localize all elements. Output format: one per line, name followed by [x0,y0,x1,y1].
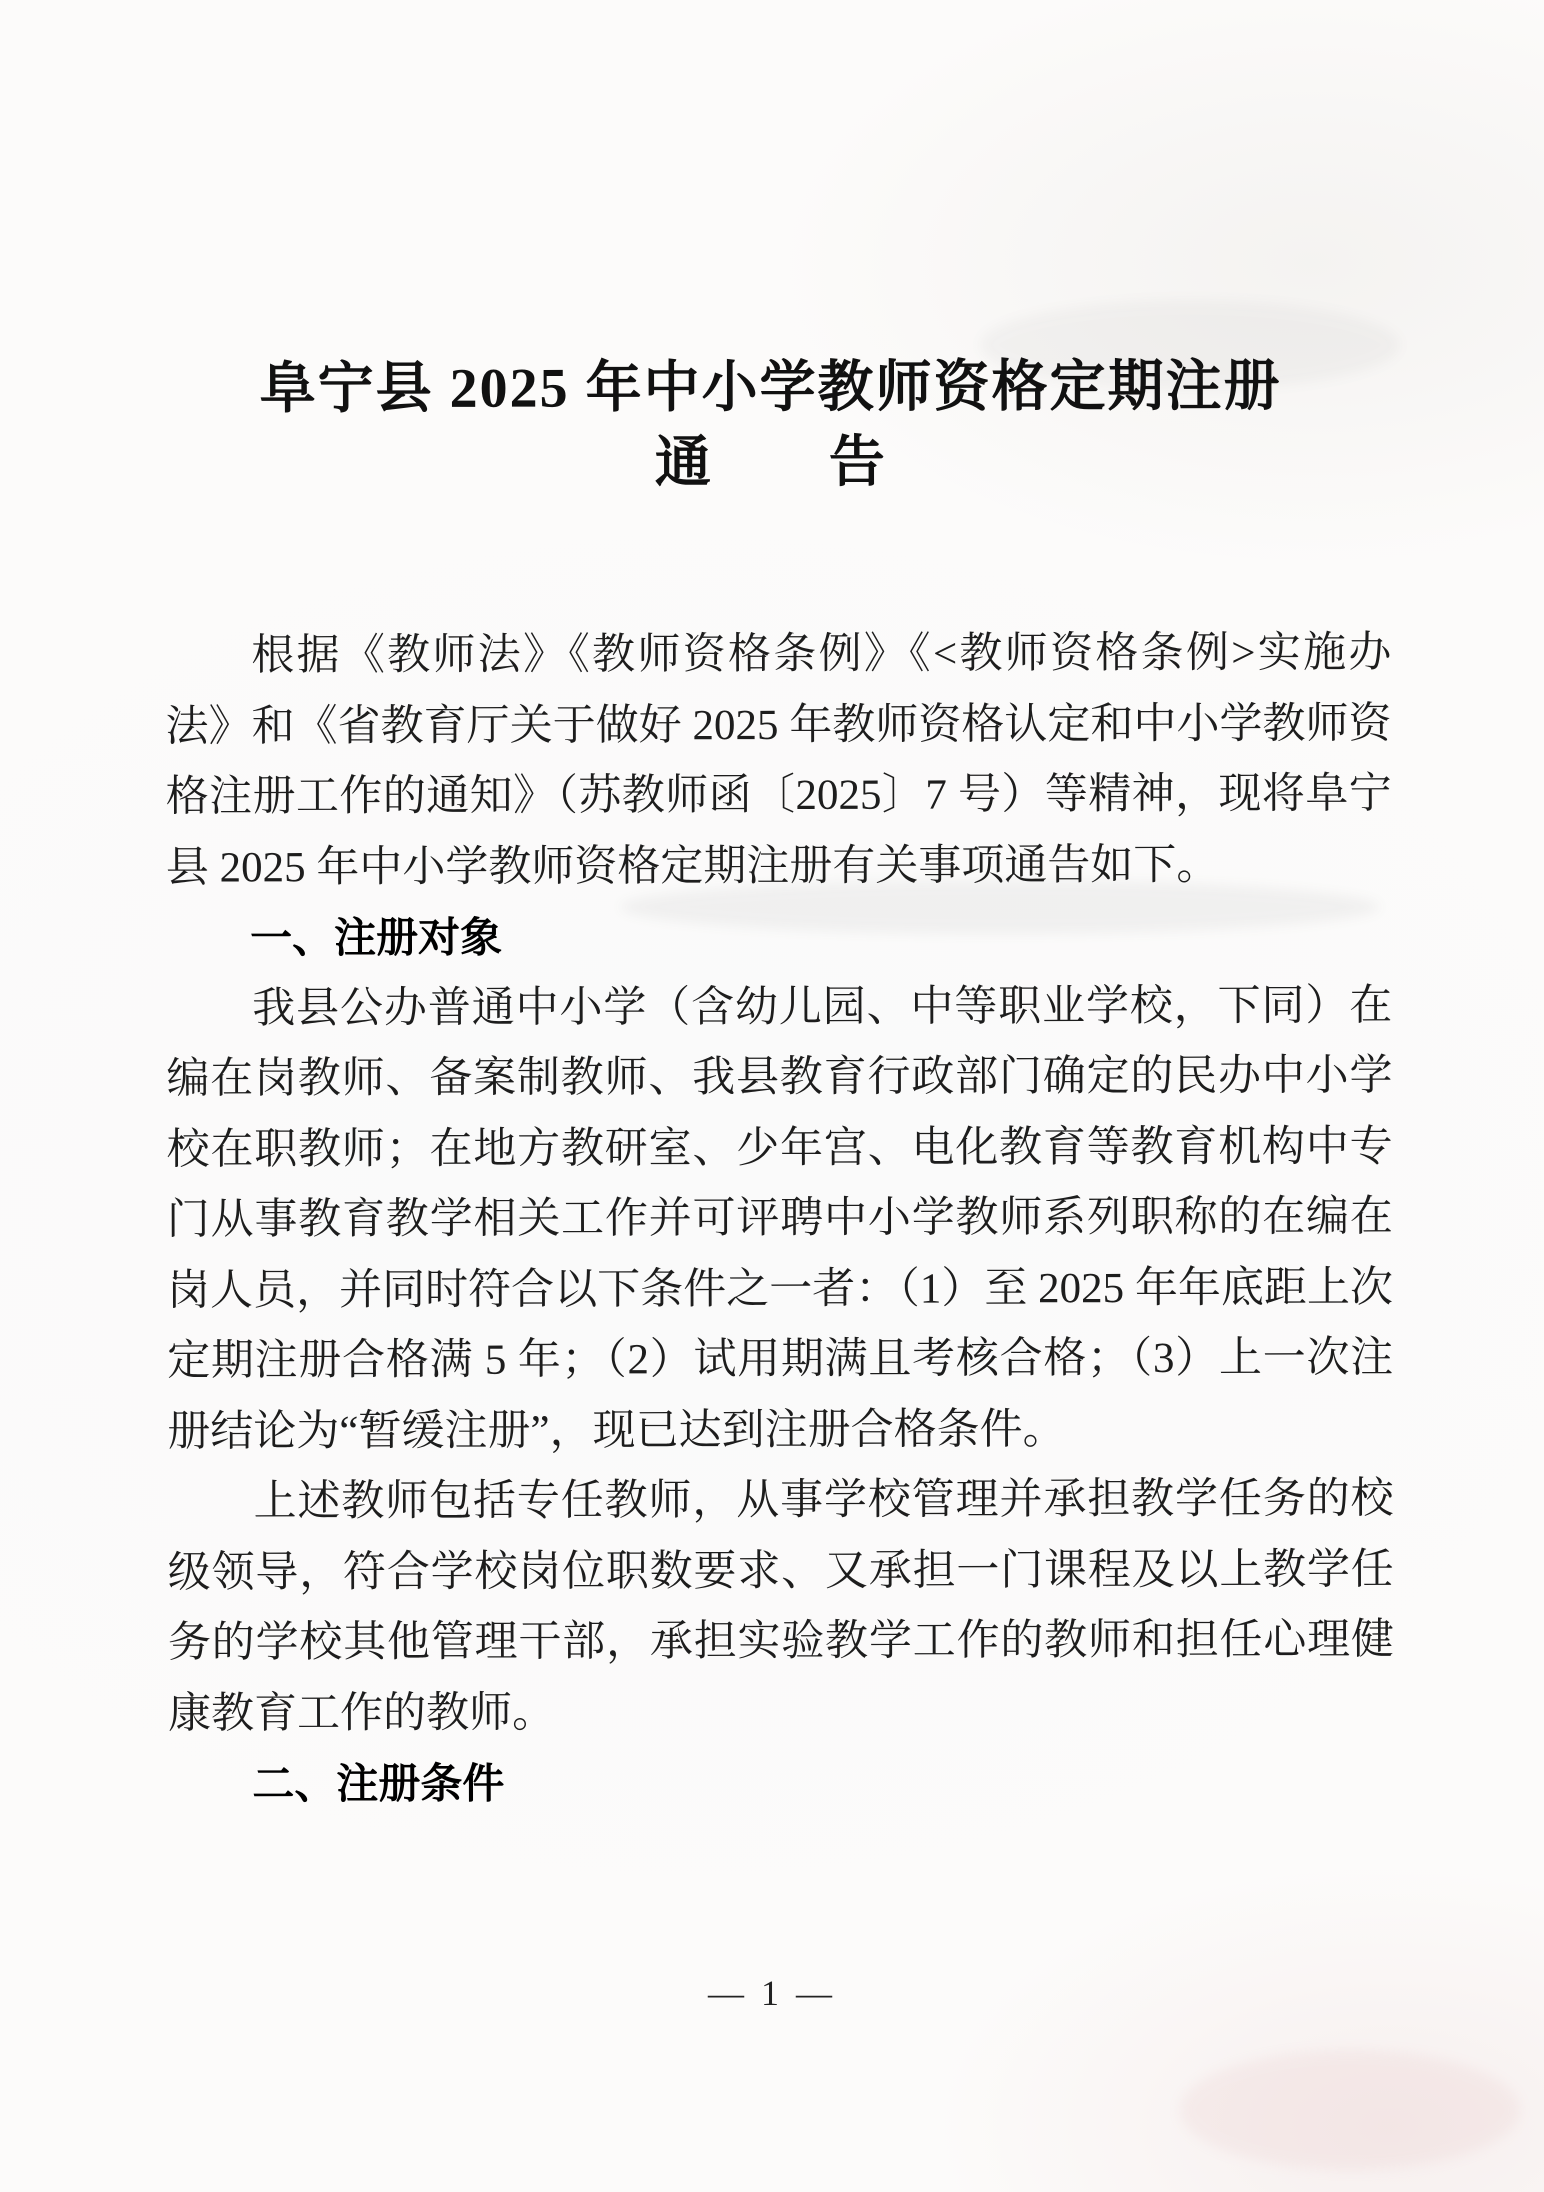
title-line-2: 通 告 [654,431,887,495]
document-title [0,350,1543,504]
intro-paragraph: 根据《教师法》《教师资格条例》《<教师资格条例>实施办法》和《省教育厅关于做好 2025 年教师资格认定和中小学教师资格注册工作的通知》（苏教师函〔2025〕7 号）等精神，现将阜宁县 2025 年中小学教师资格定期注册有关事项通告如下。 [165,629,1392,892]
registration-scope-paragraph: 我县公办普通中小学（含幼儿园、中等职业学校，下同）在编在岗教师、备案制教师、我县教育行政部门确定的民办中小学校在职教师；在地方教研室、少年宫、电化教育等教育机构中专门从事教育教学相关工作并可评聘中小学教师系列职称的在编在岗人员，并同时符合以下条件之一者：（1）至 2025 年年底距上次定期注册合格满 5 年；（2）试用期满且考核合格；（3）上一次注册结论为“暂缓注册”，现已达到注册合格条件。 [166,981,1394,1456]
scan-corner-smudge [1180,2050,1520,2170]
page-number: — 1 — [708,1973,836,2013]
title-line-1: 阜宁县 2025 年中小学教师资格定期注册 [259,355,1282,421]
section-heading-2: 二、注册条件 [252,1759,505,1808]
teacher-categories-paragraph: 上述教师包括专任教师，从事学校管理并承担教学任务的校级领导，符合学校岗位职数要求、又承担一门课程及以上教学任务的学校其他管理干部，承担实验教学工作的教师和担任心理健康教育工作的教师。 [167,1475,1394,1738]
section-heading-1: 一、注册对象 [250,913,503,962]
document-body [165,618,1394,1820]
